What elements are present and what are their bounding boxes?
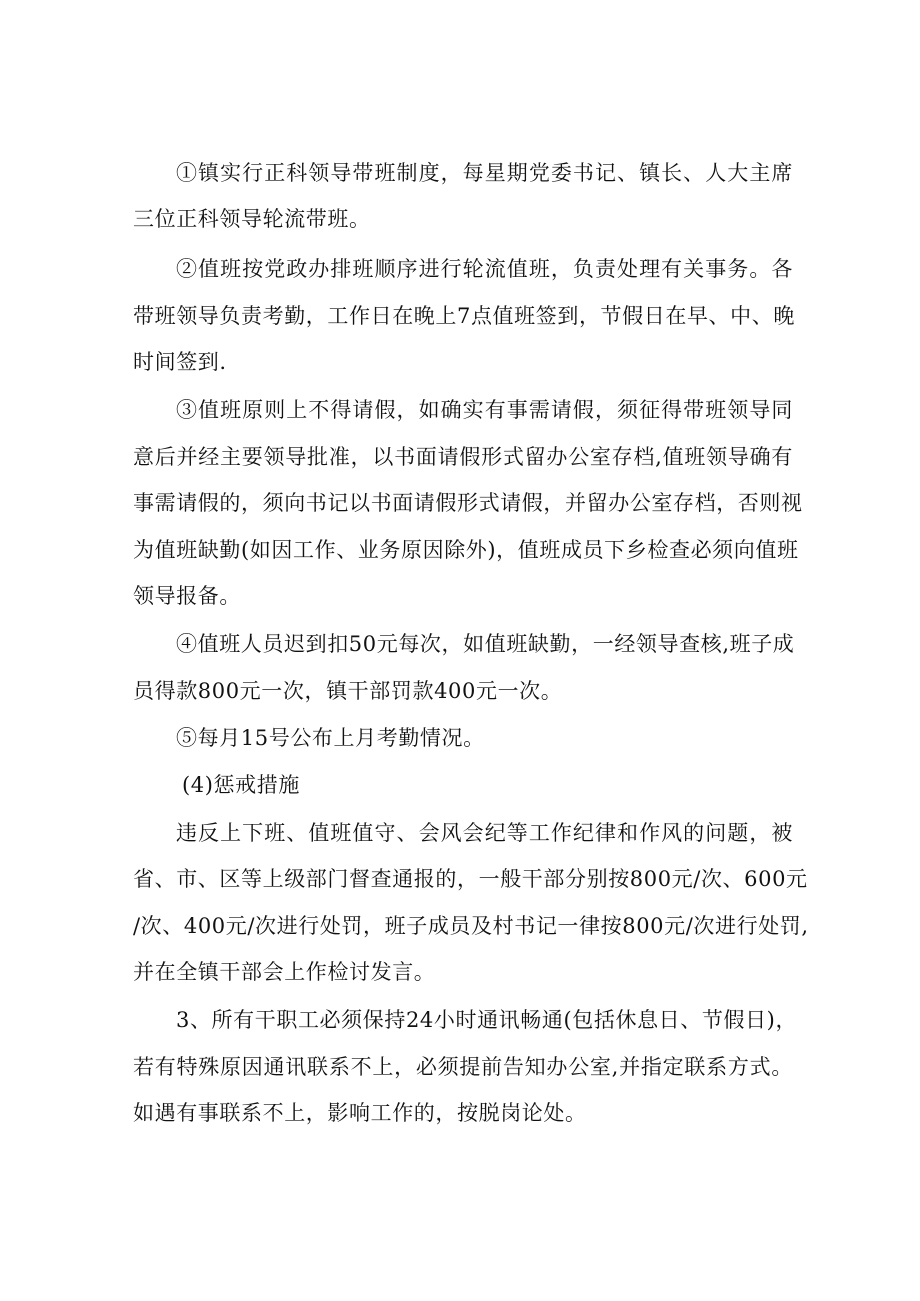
paragraph-line: ①镇实行正科领导带班制度，每星期党委书记、镇长、人大主席 <box>176 161 793 185</box>
paragraph-line: 时间签到. <box>133 350 227 374</box>
paragraph-line: ④值班人员迟到扣50元每次，如值班缺勤，一经领导查核,班子成 <box>176 632 795 656</box>
paragraph-line: 违反上下班、值班值守、会风会纪等工作纪律和作风的问题，被 <box>176 821 793 845</box>
section-heading: (4)惩戒措施 <box>182 773 300 797</box>
paragraph-line: 事需请假的，须向书记以书面请假形式请假，并留办公室存档，否则视 <box>133 491 803 515</box>
paragraph-line: 领导报备。 <box>133 584 241 608</box>
paragraph-line: 为值班缺勤(如因工作、业务原因除外)，值班成员下乡检查必须向值班 <box>133 538 799 562</box>
paragraph-line: ②值班按党政办排班顺序进行轮流值班，负责处理有关事务。各 <box>176 257 793 281</box>
paragraph-line: /次、400元/次进行处罚，班子成员及村书记一律按800元/次进行处罚, <box>133 914 809 938</box>
paragraph-line: 三位正科领导轮流带班。 <box>133 207 371 231</box>
paragraph-line: 如遇有事联系不上，影响工作的，按脱岗论处。 <box>133 1101 587 1125</box>
paragraph-line: 意后并经主要领导批准，以书面请假形式留办公室存档,值班领导确有 <box>133 445 793 469</box>
paragraph-line: 员得款800元一次，镇干部罚款400元一次。 <box>133 679 563 703</box>
paragraph-line: 3、所有干职工必须保持24小时通讯畅通(包括休息日、节假日)， <box>176 1008 798 1032</box>
paragraph-line: 省、市、区等上级部门督查通报的，一般干部分别按800元/次、600元 <box>133 867 808 891</box>
paragraph-line: 若有特殊原因通讯联系不上，必须提前告知办公室,并指定联系方式。 <box>133 1055 793 1079</box>
paragraph-line: 带班领导负责考勤，工作日在晚上7点值班签到，节假日在早、中、晚 <box>133 304 795 328</box>
paragraph-line: 并在全镇干部会上作检讨发言。 <box>133 960 436 984</box>
paragraph-line: ③值班原则上不得请假，如确实有事需请假，须征得带班领导同 <box>176 398 793 422</box>
paragraph-line: ⑤每月15号公布上月考勤情况。 <box>176 726 485 750</box>
